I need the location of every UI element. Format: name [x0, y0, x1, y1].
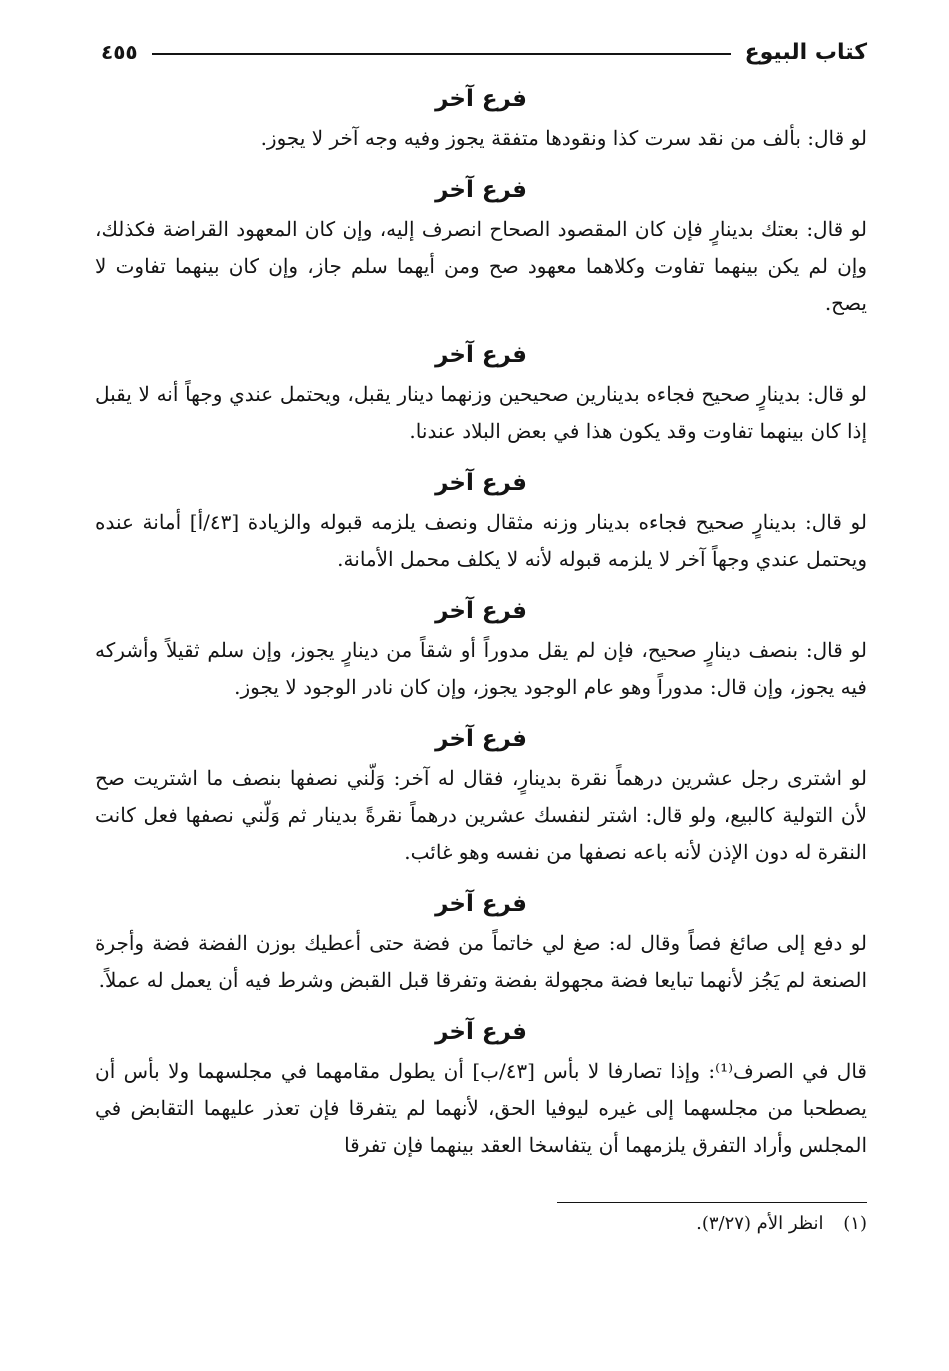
- section-heading: فرع آخر: [435, 726, 527, 752]
- footnote-text: انظر الأم (٣/٢٧).: [696, 1213, 824, 1234]
- section-6: [95, 714, 867, 871]
- section-text: لو دفع إلى صائغ فصاً وقال له: صغ لي خاتماً من فضة حتى أعطيك بوزن الفضة فضة وأجرة الصنعة لم يَجُز لأنهما تبايعا فضة مجهولة بفضة وتفرقا قبل القبض وشرط فيه أن يعمل له عملاً.: [95, 931, 867, 992]
- footnote-marker: (١): [843, 1213, 867, 1234]
- book-title: كتاب البيوع: [744, 39, 867, 65]
- section-heading: فرع آخر: [435, 1019, 527, 1045]
- section-1: [95, 74, 867, 157]
- section-text: لو قال: بنصف دينارٍ صحيح، فإن لم يقل مدوراً أو شقاً من دينارٍ يجوز، وإن سلم ثقيلاً وأشركه فيه يجوز، وإن قال: مدوراً وهو عام الوجود يجوز، وإن كان نادر الوجود لا يجوز.: [95, 638, 867, 699]
- section-heading: فرع آخر: [435, 86, 527, 112]
- footnote: [95, 1209, 867, 1239]
- page-number: ٤٥٥: [101, 40, 138, 64]
- section-text: لو قال: بعتك بدينارٍ فإن كان المقصود الصحاح انصرف إليه، وإن كان المعهود القراضة فكذلك، وإن لم يكن بينهما تفاوت وكلاهما معهود صح ومن أيهما سلم جاز، وإن كان بينهما تفاوت لا يصح.: [95, 217, 867, 315]
- section-heading: فرع آخر: [435, 598, 527, 624]
- section-8: [95, 1007, 867, 1164]
- section-2: [95, 165, 867, 322]
- section-heading: فرع آخر: [435, 342, 527, 368]
- section-text: لو قال: بدينارٍ صحيح فجاءه بدينارين صحيحين وزنهما دينار يقبل، ويحتمل عندي وجهاً أنه لا يقبل إذا كان بينهما تفاوت وقد يكون هذا في بعض البلاد عندنا.: [95, 382, 867, 443]
- running-header: [95, 30, 867, 74]
- book-page: [95, 30, 867, 1350]
- section-5: [95, 586, 867, 706]
- section-3: [95, 330, 867, 450]
- section-text: لو قال: بألف من نقد سرت كذا ونقودها متفقة يجوز وفيه وجه آخر لا يجوز.: [260, 126, 867, 150]
- header-rule: [152, 53, 731, 55]
- section-text: قال في الصرف⁽¹⁾: وإذا تصارفا لا بأس [٤٣/ب] أن يطول مقامهما في مجلسهما ولا بأس أن يصطحبا من مجلسهما إلى غيره ليوفيا الحق، لأنهما لم يتفرقا فإن تعذر عليهما التقابض في المجلس وأراد التفرق يلزمهما أن يتفاسخا العقد بينهما فإن تفرقا: [95, 1059, 867, 1157]
- section-4: [95, 458, 867, 578]
- section-heading: فرع آخر: [435, 891, 527, 917]
- footnote-separator: [557, 1202, 867, 1203]
- section-text: لو قال: بدينارٍ صحيح فجاءه بدينار وزنه مثقال ونصف يلزمه قبوله والزيادة [٤٣/أ] أمانة عنده ويحتمل عندي وجهاً آخر لا يلزمه قبوله لأنه لا يكلف محمل الأمانة.: [95, 510, 867, 571]
- section-7: [95, 879, 867, 999]
- section-heading: فرع آخر: [435, 470, 527, 496]
- section-text: لو اشترى رجل عشرين درهماً نقرة بدينارٍ، فقال له آخر: وَلّني نصفها بنصف ما اشتريت صح لأن التولية كالبيع، ولو قال: اشتر لنفسك عشرين درهماً نقرةً بدينار ثم وَلّني نصفها فعل كانت النقرة له دون الإذن لأنه باعه نصفها من نفسه وهو غائب.: [95, 766, 867, 864]
- section-heading: فرع آخر: [435, 177, 527, 203]
